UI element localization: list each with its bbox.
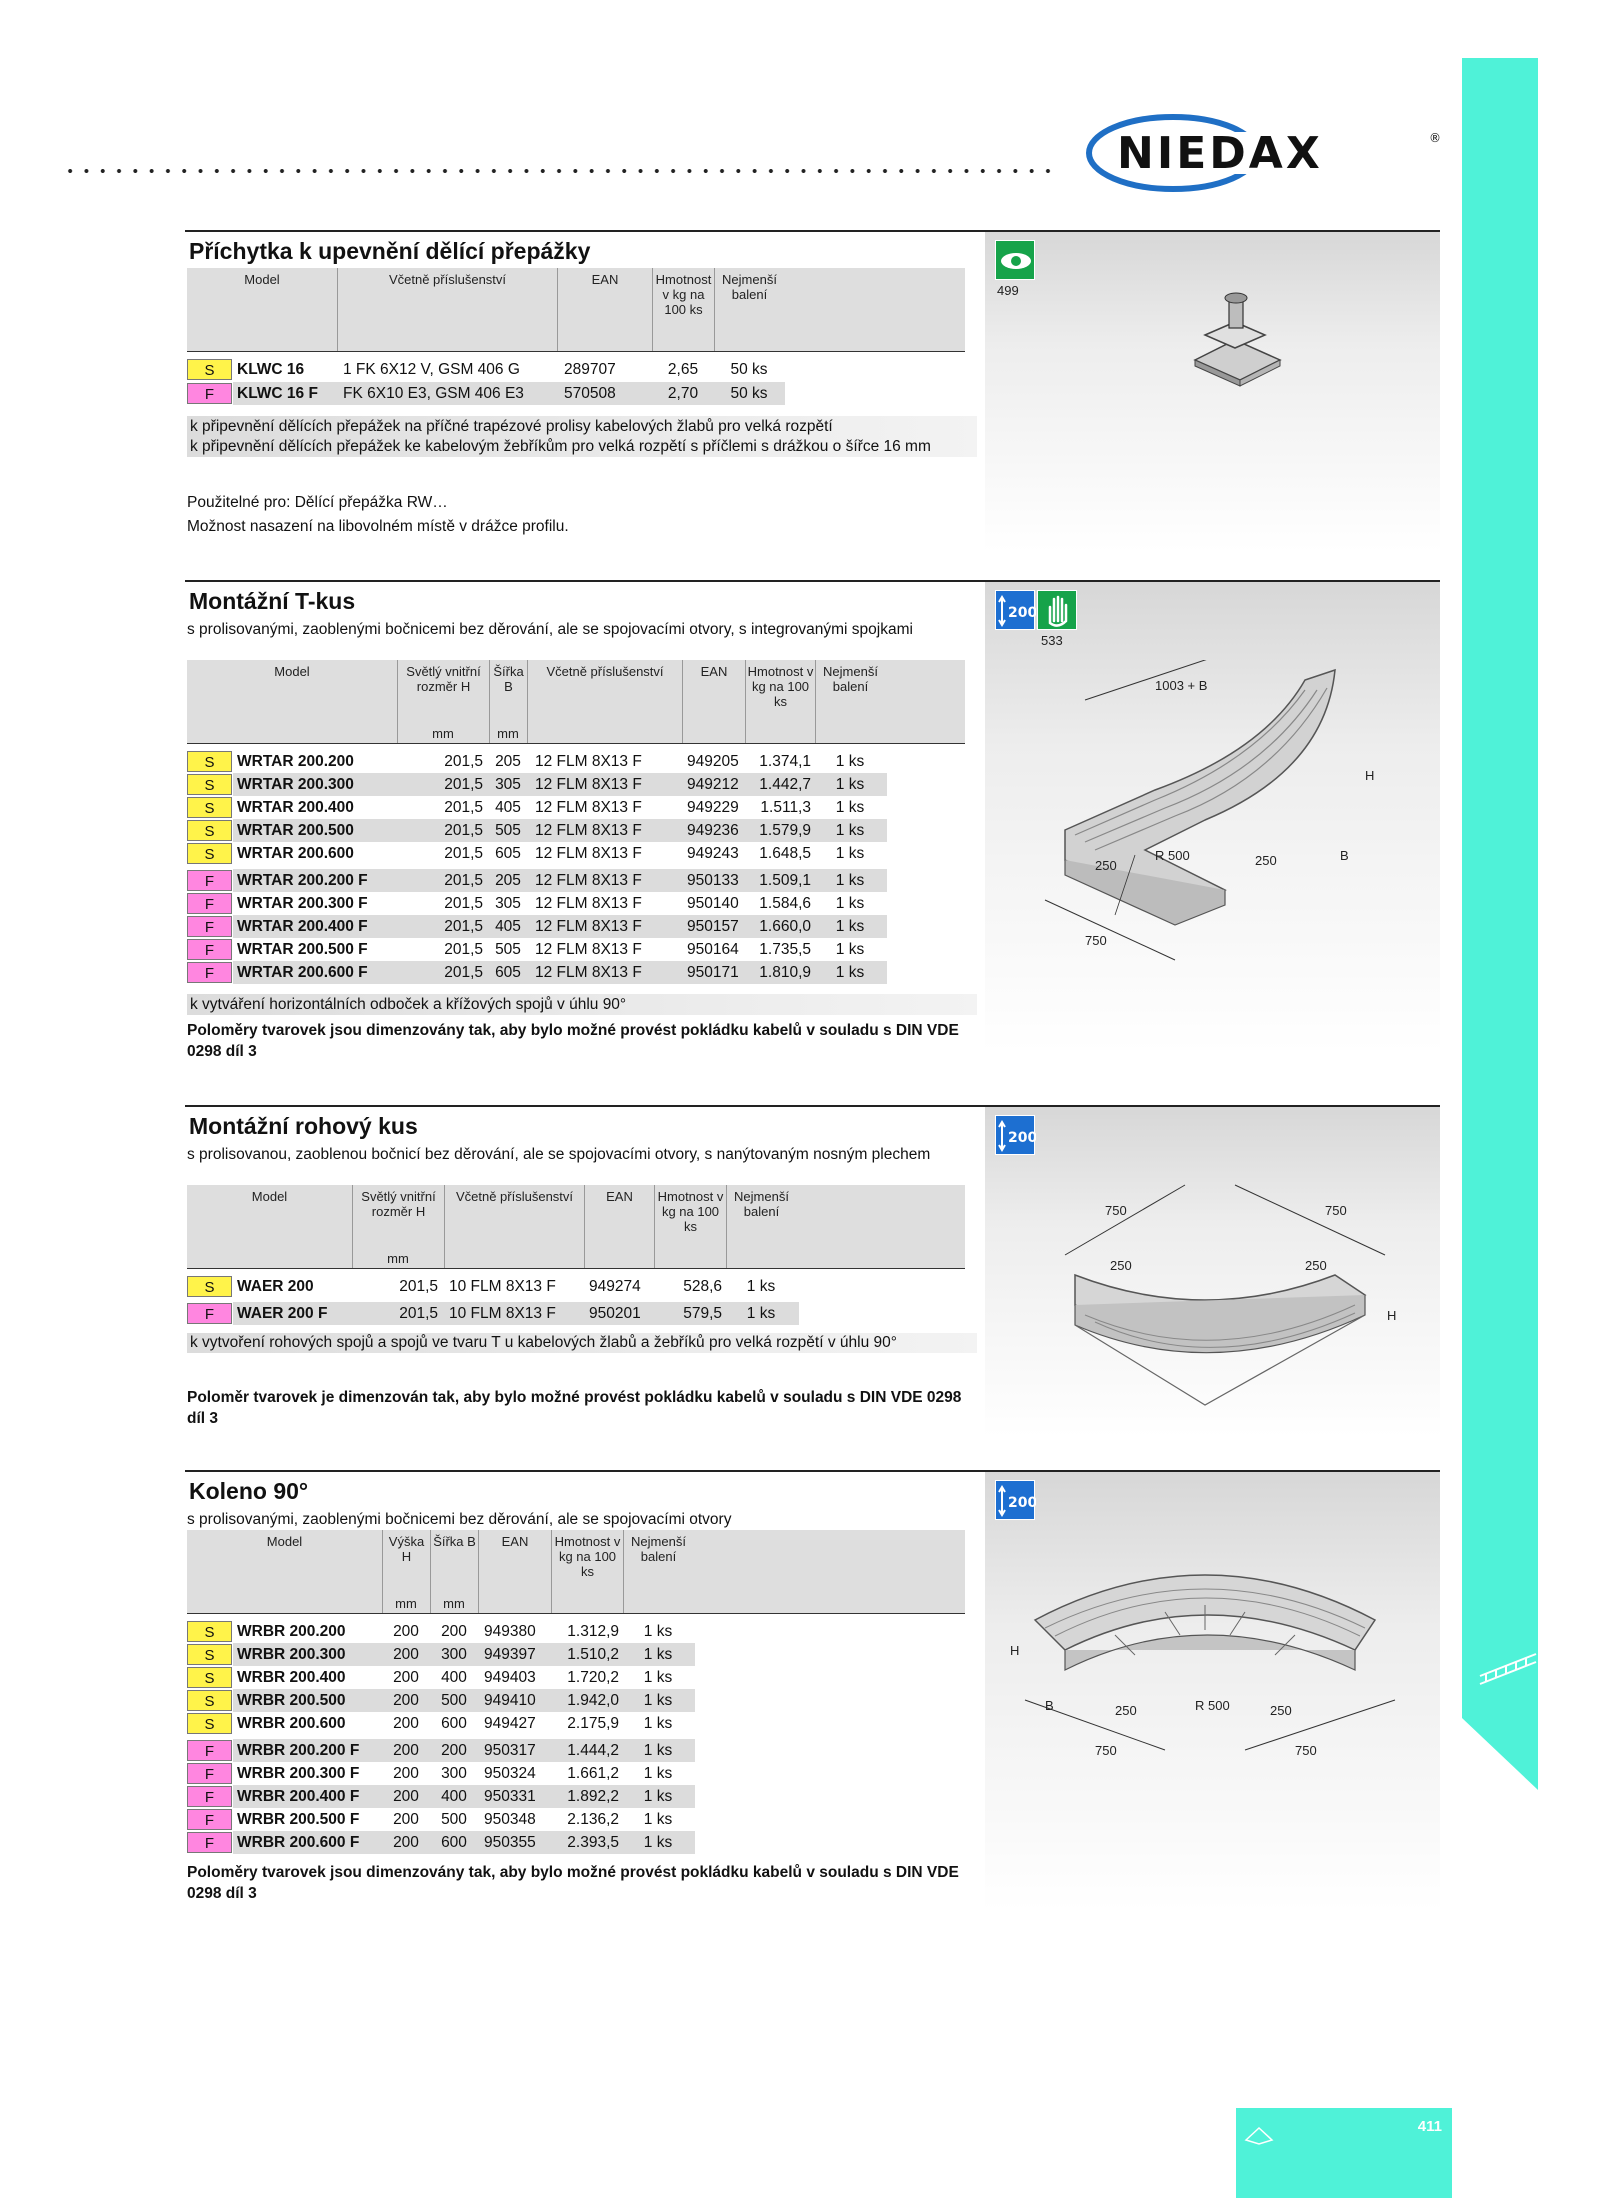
unit-label: mm <box>432 726 454 741</box>
model-cell: WRBR 200.400 <box>237 1669 346 1686</box>
section-subtitle: s prolisovanými, zaoblenými bočnicemi bez děrování, ale se spojovacími otvory <box>187 1511 732 1528</box>
height-cell: 201,5 <box>444 776 483 793</box>
packaging-cell: 50 ks <box>730 385 768 402</box>
model-cell: WAER 200 F <box>237 1305 328 1322</box>
width-cell: 200 <box>441 1623 467 1640</box>
width-cell: 405 <box>495 799 521 816</box>
col-header-weight: Hmotnost v kg na 100 ks <box>551 1530 623 1613</box>
table-header <box>187 1530 965 1614</box>
ean-cell: 570508 <box>564 385 616 402</box>
packaging-cell: 1 ks <box>835 918 865 935</box>
col-header-accessories: Včetně příslušenství <box>527 660 682 743</box>
finish-flag: F <box>187 1763 232 1784</box>
col-header-accessories: Včetně příslušenství <box>337 268 557 351</box>
chapter-side-tab-notch <box>1462 1718 1538 1790</box>
col-header-packaging: Nejmenší balení <box>623 1530 693 1613</box>
weight-cell: 1.442,7 <box>759 776 811 793</box>
standard-flag: S <box>187 359 232 380</box>
finish-flag: F <box>187 870 232 891</box>
svg-text:B: B <box>1340 848 1349 863</box>
width-cell: 305 <box>495 776 521 793</box>
weight-cell: 2.393,5 <box>567 1834 619 1851</box>
weight-cell: 1.584,6 <box>759 895 811 912</box>
weight-cell: 1.892,2 <box>567 1788 619 1805</box>
width-cell: 505 <box>495 822 521 839</box>
standard-flag: S <box>187 820 232 841</box>
col-header-weight: Hmotnost v kg na 100 ks <box>745 660 815 743</box>
width-cell: 505 <box>495 941 521 958</box>
width-cell: 500 <box>441 1692 467 1709</box>
table-header <box>187 660 965 744</box>
table-row <box>187 1643 967 1666</box>
accessories-cell: 12 FLM 8X13 F <box>535 895 642 912</box>
unit-label: mm <box>443 1596 465 1611</box>
svg-text:R 500: R 500 <box>1155 848 1190 863</box>
svg-text:750: 750 <box>1085 933 1107 948</box>
width-cell: 300 <box>441 1646 467 1663</box>
height-cell: 201,5 <box>444 941 483 958</box>
height-cell: 200 <box>393 1742 419 1759</box>
height-cell: 200 <box>393 1669 419 1686</box>
weight-cell: 1.660,0 <box>759 918 811 935</box>
ean-cell: 949397 <box>484 1646 536 1663</box>
packaging-cell: 1 ks <box>835 872 865 889</box>
ean-cell: 950171 <box>687 964 739 981</box>
model-cell: WRTAR 200.300 F <box>237 895 368 912</box>
weight-cell: 1.509,1 <box>759 872 811 889</box>
standard-flag: S <box>187 1621 232 1642</box>
hand-icon <box>1037 590 1077 630</box>
ean-cell: 950133 <box>687 872 739 889</box>
clamp-drawing <box>1185 290 1295 400</box>
table-row <box>187 750 967 773</box>
usage-note: k připevnění dělících přepážek na příčné trapézové prolisy kabelových žlabů pro velká rozpětí <box>187 416 977 437</box>
weight-cell: 1.942,0 <box>567 1692 619 1709</box>
svg-text:750: 750 <box>1325 1203 1347 1218</box>
packaging-cell: 1 ks <box>835 822 865 839</box>
model-cell: WRTAR 200.500 F <box>237 941 368 958</box>
ean-cell: 949229 <box>687 799 739 816</box>
col-header-height: Světlý vnitřní rozměr H <box>397 660 489 743</box>
svg-text:200: 200 <box>1008 1495 1036 1511</box>
weight-cell: 2.175,9 <box>567 1715 619 1732</box>
model-cell: WRTAR 200.200 F <box>237 872 368 889</box>
weight-cell: 2.136,2 <box>567 1811 619 1828</box>
model-cell: WRTAR 200.400 <box>237 799 354 816</box>
page-number: 411 <box>1417 2118 1442 2135</box>
table-row <box>187 1275 967 1298</box>
logo-registered-mark: ® <box>1429 131 1441 145</box>
packaging-cell: 1 ks <box>643 1765 673 1782</box>
ean-cell: 949205 <box>687 753 739 770</box>
model-cell: WRTAR 200.300 <box>237 776 354 793</box>
table-row <box>187 819 967 842</box>
height-cell: 200 <box>393 1692 419 1709</box>
width-cell: 205 <box>495 872 521 889</box>
ean-cell: 950331 <box>484 1788 536 1805</box>
packaging-cell: 1 ks <box>835 964 865 981</box>
usage-note: k připevnění dělících přepážek ke kabelovým žebříkům pro velká rozpětí s příčlemi s drážkou o šířce 16 mm <box>187 436 977 457</box>
packaging-cell: 1 ks <box>835 941 865 958</box>
mounting-note: Možnost nasazení na libovolném místě v drážce profilu. <box>187 518 569 535</box>
table-row <box>187 1785 967 1808</box>
col-header-ean: EAN <box>682 660 745 743</box>
svg-text:750: 750 <box>1095 1743 1117 1758</box>
table-row <box>187 1620 967 1643</box>
table-header <box>187 268 965 352</box>
height-cell: 201,5 <box>444 822 483 839</box>
accessories-cell: 10 FLM 8X13 F <box>449 1305 556 1322</box>
ean-cell: 289707 <box>564 361 616 378</box>
finish-flag: F <box>187 916 232 937</box>
svg-text:H: H <box>1365 768 1375 783</box>
height-cell: 201,5 <box>444 845 483 862</box>
accessories-cell: 12 FLM 8X13 F <box>535 822 642 839</box>
height-cell: 200 <box>393 1811 419 1828</box>
reference-number: 533 <box>1041 633 1063 648</box>
packaging-cell: 1 ks <box>835 845 865 862</box>
height-cell: 201,5 <box>399 1305 438 1322</box>
section-subtitle: s prolisovanou, zaoblenou bočnicí bez děrování, ale se spojovacími otvory, s nanýtovaným nosným plechem <box>187 1146 931 1163</box>
standard-note: Poloměry tvarovek jsou dimenzovány tak, aby bylo možné provést pokládku kabelů v souladu s DIN VDE 0298 díl 3 <box>187 1022 959 1060</box>
col-header-model: Model <box>251 1189 288 1204</box>
standard-flag: S <box>187 1276 232 1297</box>
packaging-cell: 1 ks <box>643 1715 673 1732</box>
packaging-cell: 50 ks <box>730 361 768 378</box>
col-header-ean: EAN <box>557 268 652 351</box>
finish-flag: F <box>187 1740 232 1761</box>
ean-cell: 950355 <box>484 1834 536 1851</box>
ean-cell: 949212 <box>687 776 739 793</box>
tray-outline-icon <box>1244 2124 1274 2146</box>
col-header-packaging: Nejmenší balení <box>815 660 885 743</box>
table-row <box>187 892 967 915</box>
model-cell: KLWC 16 <box>237 361 305 378</box>
height-cell: 201,5 <box>444 964 483 981</box>
col-header-packaging: Nejmenší balení <box>714 268 784 351</box>
svg-text:B: B <box>1045 1698 1054 1713</box>
col-header-weight: Hmotnost v kg na 100 ks <box>654 1185 726 1268</box>
ean-cell: 949380 <box>484 1623 536 1640</box>
eye-icon <box>995 240 1035 280</box>
elbow-drawing <box>1005 1550 1425 1770</box>
col-header-height: Výška H <box>382 1530 430 1613</box>
accessories-cell: 12 FLM 8X13 F <box>535 872 642 889</box>
finish-flag: F <box>187 1786 232 1807</box>
table-row <box>187 1302 967 1325</box>
standard-flag: S <box>187 1644 232 1665</box>
width-cell: 500 <box>441 1811 467 1828</box>
section-wrtar <box>185 580 1440 1060</box>
weight-cell: 1.579,9 <box>759 822 811 839</box>
col-header-width: Šířka B <box>430 1530 478 1613</box>
packaging-cell: 1 ks <box>746 1278 776 1295</box>
col-header-model: Model <box>274 664 310 679</box>
height-cell: 200 <box>393 1834 419 1851</box>
packaging-cell: 1 ks <box>643 1692 673 1709</box>
col-header-accessories: Včetně příslušenství <box>444 1185 584 1268</box>
packaging-cell: 1 ks <box>835 753 865 770</box>
svg-text:200: 200 <box>1008 1130 1036 1146</box>
finish-flag: F <box>187 939 232 960</box>
height-cell: 201,5 <box>444 799 483 816</box>
height-cell: 201,5 <box>444 895 483 912</box>
accessories-cell: 1 FK 6X12 V, GSM 406 G <box>343 361 520 378</box>
weight-cell: 1.810,9 <box>759 964 811 981</box>
width-cell: 600 <box>441 1834 467 1851</box>
section-title: Montážní rohový kus <box>189 1113 418 1139</box>
height-cell: 201,5 <box>444 753 483 770</box>
packaging-cell: 1 ks <box>643 1742 673 1759</box>
table-row <box>187 773 967 796</box>
standard-flag: S <box>187 797 232 818</box>
width-cell: 200 <box>441 1742 467 1759</box>
model-cell: WRBR 200.600 F <box>237 1834 360 1851</box>
weight-cell: 1.648,5 <box>759 845 811 862</box>
svg-text:H: H <box>1387 1308 1397 1323</box>
unit-label: mm <box>497 726 519 741</box>
packaging-cell: 1 ks <box>643 1669 673 1686</box>
weight-cell: 528,6 <box>683 1278 722 1295</box>
height-200-icon <box>995 1480 1035 1520</box>
width-cell: 400 <box>441 1669 467 1686</box>
model-cell: WRTAR 200.600 <box>237 845 354 862</box>
table-row <box>187 1739 967 1762</box>
section-subtitle: s prolisovanými, zaoblenými bočnicemi bez děrování, ale se spojovacími otvory, s integrovanými spojkami <box>187 621 913 638</box>
ean-cell: 950164 <box>687 941 739 958</box>
accessories-cell: 12 FLM 8X13 F <box>535 753 642 770</box>
standard-note: Poloměr tvarovek je dimenzován tak, aby bylo možné provést pokládku kabelů v souladu s DIN VDE 0298 díl 3 <box>187 1389 962 1427</box>
ean-cell: 949236 <box>687 822 739 839</box>
logo-text: NIEDAX <box>1117 128 1323 179</box>
standard-flag: S <box>187 751 232 772</box>
svg-text:750: 750 <box>1105 1203 1127 1218</box>
model-cell: WRBR 200.500 <box>237 1692 346 1709</box>
svg-text:1003 + B: 1003 + B <box>1155 678 1208 693</box>
col-header-weight: Hmotnost v kg na 100 ks <box>652 268 714 351</box>
section-title: Koleno 90° <box>189 1478 309 1504</box>
table-row <box>187 1762 967 1785</box>
height-cell: 201,5 <box>444 918 483 935</box>
finish-flag: F <box>187 383 232 404</box>
table-row <box>187 1689 967 1712</box>
ean-cell: 950324 <box>484 1765 536 1782</box>
model-cell: WRTAR 200.500 <box>237 822 354 839</box>
model-cell: WRBR 200.400 F <box>237 1788 360 1805</box>
height-cell: 200 <box>393 1765 419 1782</box>
table-row <box>187 1712 967 1735</box>
reference-number: 499 <box>997 283 1019 298</box>
section-klwc <box>185 230 1440 560</box>
svg-text:250: 250 <box>1305 1258 1327 1273</box>
ean-cell: 950157 <box>687 918 739 935</box>
model-cell: WRBR 200.300 <box>237 1646 346 1663</box>
standard-flag: S <box>187 1690 232 1711</box>
accessories-cell: 12 FLM 8X13 F <box>535 941 642 958</box>
weight-cell: 2,70 <box>667 385 699 402</box>
finish-flag: F <box>187 1809 232 1830</box>
model-cell: KLWC 16 F <box>237 385 318 402</box>
accessories-cell: 12 FLM 8X13 F <box>535 964 642 981</box>
weight-cell: 2,65 <box>667 361 699 378</box>
table-row <box>187 915 967 938</box>
ean-cell: 950348 <box>484 1811 536 1828</box>
table-row <box>187 358 787 381</box>
svg-text:250: 250 <box>1110 1258 1132 1273</box>
model-cell: WRBR 200.200 <box>237 1623 346 1640</box>
packaging-cell: 1 ks <box>643 1834 673 1851</box>
usage-note: k vytvoření rohových spojů a spojů ve tvaru T u kabelových žlabů a žebříků pro velká rozpětí v úhlu 90° <box>187 1333 977 1353</box>
standard-flag: S <box>187 1667 232 1688</box>
model-cell: WRBR 200.600 <box>237 1715 346 1732</box>
model-cell: WRTAR 200.200 <box>237 753 354 770</box>
ean-cell: 949403 <box>484 1669 536 1686</box>
width-cell: 405 <box>495 918 521 935</box>
height-cell: 201,5 <box>444 872 483 889</box>
table-header <box>187 1185 965 1269</box>
packaging-cell: 1 ks <box>835 895 865 912</box>
table-row <box>187 842 967 865</box>
col-header-packaging: Nejmenší balení <box>726 1185 796 1268</box>
table-row <box>187 1808 967 1831</box>
packaging-cell: 1 ks <box>835 776 865 793</box>
ean-cell: 950317 <box>484 1742 536 1759</box>
ean-cell: 950140 <box>687 895 739 912</box>
section-waer <box>185 1105 1440 1445</box>
weight-cell: 1.374,1 <box>759 753 811 770</box>
unit-label: mm <box>395 1596 417 1611</box>
weight-cell: 1.661,2 <box>567 1765 619 1782</box>
ean-cell: 949243 <box>687 845 739 862</box>
model-cell: WRBR 200.200 F <box>237 1742 360 1759</box>
weight-cell: 1.312,9 <box>567 1623 619 1640</box>
cable-tray-icon <box>1478 1640 1538 1690</box>
header-dotted-line <box>62 168 1062 174</box>
section-title: Příchytka k upevnění dělící přepážky <box>189 238 591 264</box>
svg-text:250: 250 <box>1115 1703 1137 1718</box>
model-cell: WAER 200 <box>237 1278 314 1295</box>
finish-flag: F <box>187 962 232 983</box>
table-row <box>187 1831 967 1854</box>
accessories-cell: 12 FLM 8X13 F <box>535 776 642 793</box>
finish-flag: F <box>187 893 232 914</box>
width-cell: 300 <box>441 1765 467 1782</box>
ean-cell: 949427 <box>484 1715 536 1732</box>
weight-cell: 1.444,2 <box>567 1742 619 1759</box>
usage-note: k vytváření horizontálních odboček a křížových spojů v úhlu 90° <box>187 994 977 1015</box>
table-row <box>187 382 787 405</box>
width-cell: 600 <box>441 1715 467 1732</box>
col-header-ean: EAN <box>584 1185 654 1268</box>
height-cell: 200 <box>393 1788 419 1805</box>
ean-cell: 950201 <box>589 1305 641 1322</box>
svg-text:250: 250 <box>1095 858 1117 873</box>
chapter-side-tab <box>1462 58 1538 1718</box>
table-row <box>187 961 967 984</box>
weight-cell: 1.720,2 <box>567 1669 619 1686</box>
height-200-icon <box>995 590 1035 630</box>
table-row <box>187 796 967 819</box>
svg-text:R 500: R 500 <box>1195 1698 1230 1713</box>
model-cell: WRTAR 200.600 F <box>237 964 368 981</box>
accessories-cell: 12 FLM 8X13 F <box>535 845 642 862</box>
width-cell: 605 <box>495 845 521 862</box>
height-cell: 200 <box>393 1715 419 1732</box>
packaging-cell: 1 ks <box>643 1788 673 1805</box>
page-footer <box>1236 2108 1452 2198</box>
model-cell: WRBR 200.300 F <box>237 1765 360 1782</box>
finish-flag: F <box>187 1303 232 1324</box>
table-row <box>187 938 967 961</box>
weight-cell: 1.510,2 <box>567 1646 619 1663</box>
model-cell: WRBR 200.500 F <box>237 1811 360 1828</box>
accessories-cell: FK 6X10 E3, GSM 406 E3 <box>343 385 524 402</box>
niedax-logo <box>1085 112 1447 194</box>
packaging-cell: 1 ks <box>643 1811 673 1828</box>
section-wrbr <box>185 1470 1440 1920</box>
section-title: Montážní T-kus <box>189 588 356 614</box>
svg-text:H: H <box>1010 1643 1020 1658</box>
ean-cell: 949410 <box>484 1692 536 1709</box>
height-cell: 200 <box>393 1623 419 1640</box>
standard-flag: S <box>187 774 232 795</box>
width-cell: 205 <box>495 753 521 770</box>
width-cell: 305 <box>495 895 521 912</box>
svg-text:200: 200 <box>1008 605 1036 621</box>
svg-text:750: 750 <box>1295 1743 1317 1758</box>
unit-label: mm <box>387 1251 409 1266</box>
weight-cell: 1.511,3 <box>760 799 811 816</box>
table-row <box>187 869 967 892</box>
standard-flag: S <box>187 1713 232 1734</box>
width-cell: 400 <box>441 1788 467 1805</box>
ean-cell: 949274 <box>589 1278 641 1295</box>
svg-text:250: 250 <box>1270 1703 1292 1718</box>
model-cell: WRTAR 200.400 F <box>237 918 368 935</box>
col-header-ean: EAN <box>478 1530 551 1613</box>
width-cell: 605 <box>495 964 521 981</box>
corner-piece-drawing <box>1035 1175 1415 1435</box>
packaging-cell: 1 ks <box>746 1305 776 1322</box>
applicability-note: Použitelné pro: Dělící přepážka RW… <box>187 494 448 511</box>
packaging-cell: 1 ks <box>643 1646 673 1663</box>
col-header-model: Model <box>266 1534 303 1549</box>
col-header-width: Šířka B <box>489 660 527 743</box>
table-row <box>187 1666 967 1689</box>
packaging-cell: 1 ks <box>835 799 865 816</box>
col-header-height: Světlý vnitřní rozměr H <box>352 1185 444 1268</box>
accessories-cell: 12 FLM 8X13 F <box>535 799 642 816</box>
height-200-icon <box>995 1115 1035 1155</box>
accessories-cell: 12 FLM 8X13 F <box>535 918 642 935</box>
packaging-cell: 1 ks <box>643 1623 673 1640</box>
standard-flag: S <box>187 843 232 864</box>
t-piece-drawing <box>1005 660 1425 990</box>
accessories-cell: 10 FLM 8X13 F <box>449 1278 556 1295</box>
col-header-model: Model <box>244 272 280 287</box>
finish-flag: F <box>187 1832 232 1853</box>
svg-text:250: 250 <box>1255 853 1277 868</box>
standard-note: Poloměry tvarovek jsou dimenzovány tak, aby bylo možné provést pokládku kabelů v souladu s DIN VDE 0298 díl 3 <box>187 1864 959 1902</box>
weight-cell: 1.735,5 <box>759 941 811 958</box>
height-cell: 201,5 <box>399 1278 438 1295</box>
height-cell: 200 <box>393 1646 419 1663</box>
weight-cell: 579,5 <box>683 1305 722 1322</box>
